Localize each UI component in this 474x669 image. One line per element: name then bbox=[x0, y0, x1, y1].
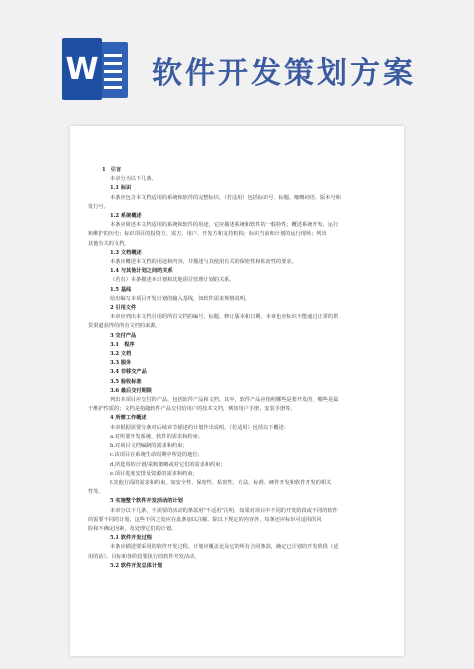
section-heading: 1 引言 bbox=[102, 167, 122, 173]
section-heading: 3.1 程序 bbox=[110, 341, 135, 348]
section-heading: 5.1 软件开发过程 bbox=[110, 535, 152, 542]
text-line: 本章应列出本文档引用的所有文档的编号、标题、修订版本和日期，本章也应标识不能通过正常的供 bbox=[110, 314, 339, 321]
logo-line bbox=[104, 54, 122, 57]
section-heading: 1.1 标识 bbox=[110, 185, 132, 192]
text-line: 其他有关的文档。 bbox=[88, 240, 130, 247]
section-heading: 3.2 文档 bbox=[110, 351, 132, 358]
section-heading: 1.2 系统概述 bbox=[110, 213, 142, 220]
text-line: 本章根据需要分条对后续章节描述的计划作出说明，（若适用）包括以下概述： bbox=[110, 424, 289, 431]
section-heading: 3 交付产品 bbox=[110, 332, 137, 339]
text-line: 于维护性质的；文档是指随软件产品交付给用户的技术文档，例如用户手册、安装手册等。 bbox=[88, 406, 296, 413]
word-logo-icon bbox=[62, 38, 130, 100]
logo-line bbox=[104, 86, 122, 89]
text-line: 货渠道获得的所有文档的来源。 bbox=[88, 323, 161, 330]
text-line: 本条应简述本文档适用的系统和软件的用途，它应描述系统和软件的一般特性；概述系统开发、运行 bbox=[110, 222, 339, 229]
text-line: 本条应包含本文档适用的系统和软件的完整标识，（若适用）包括标识号、标题、缩略词语、版本号和 bbox=[110, 194, 341, 201]
document-body bbox=[88, 166, 388, 571]
logo-letter: W bbox=[65, 51, 99, 87]
section-heading: 1.3 文档概述 bbox=[110, 249, 142, 256]
text-line: 性等。 bbox=[88, 489, 104, 496]
text-line: 和维护的历史；标识项目的投资方、需方、用户、开发方和支持机构；标识当前和计划的运行现场；列出 bbox=[88, 231, 327, 238]
text-line: d.所选用的计划/采购策略或对它们的需求和约束； bbox=[110, 461, 226, 468]
word-logo-badge bbox=[62, 38, 102, 100]
page-title: 软件开发策划方案 bbox=[152, 56, 416, 91]
text-line: （若有）本条描述本计划和其他项目管理计划的关系。 bbox=[110, 277, 235, 284]
logo-line bbox=[104, 62, 122, 65]
text-line: 给出编写本项目开发计划的输入基线，如软件需求规格说明。 bbox=[110, 295, 251, 302]
text-line: 本条应描述要采用的软件开发过程。计划应覆盖论及它的所有合同条款，确定已计划的开发阶段（适 bbox=[110, 544, 339, 551]
section-heading: 2 引用文件 bbox=[110, 305, 137, 312]
section-heading: 5.2 软件开发总体计划 bbox=[110, 562, 163, 569]
text-line: 险和不确定因素，及处理它们的计划。 bbox=[88, 525, 177, 532]
text-line: 发行号。 bbox=[88, 203, 109, 210]
logo-line bbox=[104, 78, 122, 81]
text-line: 列出本项目应交付的产品，包括软件产品和文档。其中，软件产品应指明哪些是要开发的，哪些是属 bbox=[110, 397, 339, 404]
text-line: 本章分以下几条，不需要的活动的条款用"不适用"注明，如果对项目中不同的开发阶段或不同的软件 bbox=[110, 507, 338, 514]
text-line: c.该项目在系统生命周期中所处的地位； bbox=[110, 452, 203, 459]
page-header bbox=[0, 0, 474, 118]
text-line: 的需要不同的计划，这些不同之处应在此条加以注解。除以下规定的内容外，每条还应标识可适用的风 bbox=[88, 516, 322, 523]
text-line: 本章分为以下几条。 bbox=[110, 176, 157, 183]
section-heading: 5 实施整个软件开发活动的计划 bbox=[110, 498, 183, 505]
document-page bbox=[70, 126, 404, 656]
text-line: 本条应概述本文档的用途和内容，并描述与其使用有关的保密性和私密性的要求。 bbox=[110, 259, 297, 266]
section-heading: 3.5 验收标准 bbox=[110, 378, 142, 385]
logo-line bbox=[104, 70, 122, 73]
text-line: f.其他方面的需求和约束，如安全性、保密性、私密性、方法、标准、硬件开发和软件开发的相关 bbox=[110, 479, 332, 486]
section-heading: 3.6 最后交付期限 bbox=[110, 387, 152, 394]
section-heading: 3.3 服务 bbox=[110, 360, 132, 367]
text-line: a.对所要开发系统、软件的需求和约束； bbox=[110, 433, 203, 440]
text-line: e.项目进度安排及资源的需求和约束； bbox=[110, 470, 198, 477]
section-heading: 3.4 非移交产品 bbox=[110, 369, 147, 376]
text-line: b.对项目文档编制的需求和约束； bbox=[110, 443, 188, 450]
section-heading: 1.5 基线 bbox=[110, 286, 132, 293]
section-heading: 1.4 与其他计划之间的关系 bbox=[110, 268, 173, 275]
section-heading: 4 所需工作概述 bbox=[110, 415, 147, 422]
text-line: 用的话）、目标和各阶段要执行的软件开发活动。 bbox=[88, 553, 200, 560]
